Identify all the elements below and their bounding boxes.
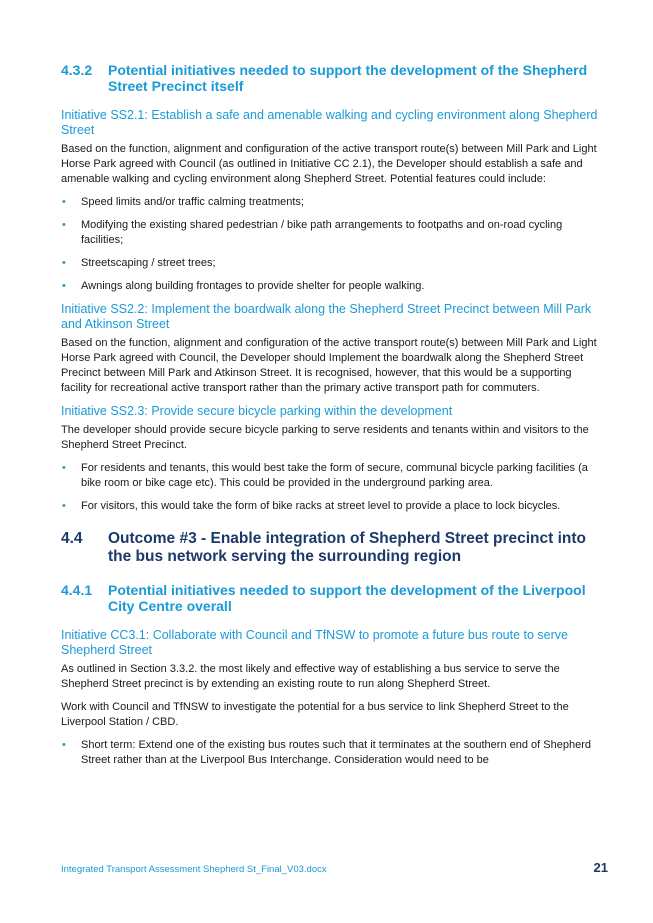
section-title: Outcome #3 - Enable integration of Shepherd Street precinct into the bus network serving the surrounding region	[108, 530, 586, 565]
section-heading-4-4	[61, 530, 601, 566]
initiative-ss2-1-title: Initiative SS2.1: Establish a safe and amenable walking and cycling environment along Shepherd Street	[61, 108, 598, 137]
list-item	[61, 195, 601, 210]
list-item-text: Short term: Extend one of the existing bus routes such that it terminates at the southern end of Shepherd Street rather than at the Liverpool Bus Interchange. Consideration would need to be	[81, 739, 591, 766]
list-item-text: Speed limits and/or traffic calming treatments;	[81, 196, 304, 208]
initiative-cc3-1-body-2: Work with Council and TfNSW to investigate the potential for a bus service to link Shepherd Street to the Liverpool Station / CBD.	[61, 701, 569, 728]
bullet-icon: •	[62, 739, 66, 751]
initiative-ss2-1-body: Based on the function, alignment and configuration of the active transport route(s) between Mill Park and Light Horse Park agreed with Council (as outlined in Initiative CC 2.1), the Developer should establish a safe and amenable walking and cycling environment along Shepherd Street. Potential features could include:	[61, 143, 597, 185]
list-item	[61, 738, 601, 768]
initiative-cc3-1-body-1: As outlined in Section 3.3.2. the most likely and effective way of establishing a bus service to serve the Shepherd Street precinct is by extending an existing route to run along Shepherd Street.	[61, 663, 560, 690]
initiative-ss2-2-title: Initiative SS2.2: Implement the boardwalk along the Shepherd Street Precinct between Mill Park and Atkinson Street	[61, 302, 592, 331]
document-page	[61, 62, 601, 776]
footer-document-name: Integrated Transport Assessment Shepherd St_Final_V03.docx	[61, 864, 327, 875]
initiative-ss2-2-body: Based on the function, alignment and configuration of the active transport route(s) between Mill Park and Light Horse Park agreed with Council, the Developer should Implement the boardwalk along the Shepherd Street Precinct between Mill Park and Atkinson Street. It is recognised, however, that this would be a supporting facility for recreational active transport rather than the primary active transport path for commuters.	[61, 337, 597, 394]
initiative-ss2-3-title: Initiative SS2.3: Provide secure bicycle parking within the development	[61, 404, 453, 418]
initiative-cc3-1-list	[61, 738, 601, 768]
list-item	[61, 256, 601, 271]
initiative-cc3-1-title: Initiative CC3.1: Collaborate with Council and TfNSW to promote a future bus route to serve Shepherd Street	[61, 628, 568, 657]
section-heading-4-3-2	[61, 62, 601, 94]
section-number: 4.3.2	[61, 62, 93, 78]
section-number: 4.4	[61, 530, 83, 547]
list-item	[61, 279, 601, 294]
list-item-text: Streetscaping / street trees;	[81, 257, 216, 269]
section-title: Potential initiatives needed to support the development of the Shepherd Street Precinct itself	[108, 62, 588, 94]
section-title: Potential initiatives needed to support the development of the Liverpool City Centre overall	[108, 582, 586, 614]
list-item-text: Awnings along building frontages to provide shelter for people walking.	[81, 280, 425, 292]
page-number: 21	[593, 860, 608, 875]
bullet-icon: •	[62, 280, 66, 292]
list-item-text: For visitors, this would take the form of bike racks at street level to provide a place to lock bicycles.	[81, 500, 561, 512]
list-item	[61, 499, 601, 514]
initiative-ss2-3-list	[61, 461, 601, 514]
list-item-text: Modifying the existing shared pedestrian / bike path arrangements to footpaths and on-road cycling facilities;	[81, 219, 563, 246]
bullet-icon: •	[62, 462, 66, 474]
bullet-icon: •	[62, 257, 66, 269]
list-item-text: For residents and tenants, this would best take the form of secure, communal bicycle parking facilities (a bike room or bike cage etc). This could be provided in the underground parking area.	[81, 462, 588, 489]
initiative-ss2-1-list	[61, 195, 601, 294]
section-number: 4.4.1	[61, 582, 93, 598]
list-item	[61, 218, 601, 248]
bullet-icon: •	[62, 219, 66, 231]
bullet-icon: •	[62, 500, 66, 512]
initiative-ss2-3-body: The developer should provide secure bicycle parking to serve residents and tenants within and visitors to the Shepherd Street Precinct.	[61, 424, 589, 451]
section-heading-4-4-1	[61, 582, 601, 614]
bullet-icon: •	[62, 196, 66, 208]
list-item	[61, 461, 601, 491]
